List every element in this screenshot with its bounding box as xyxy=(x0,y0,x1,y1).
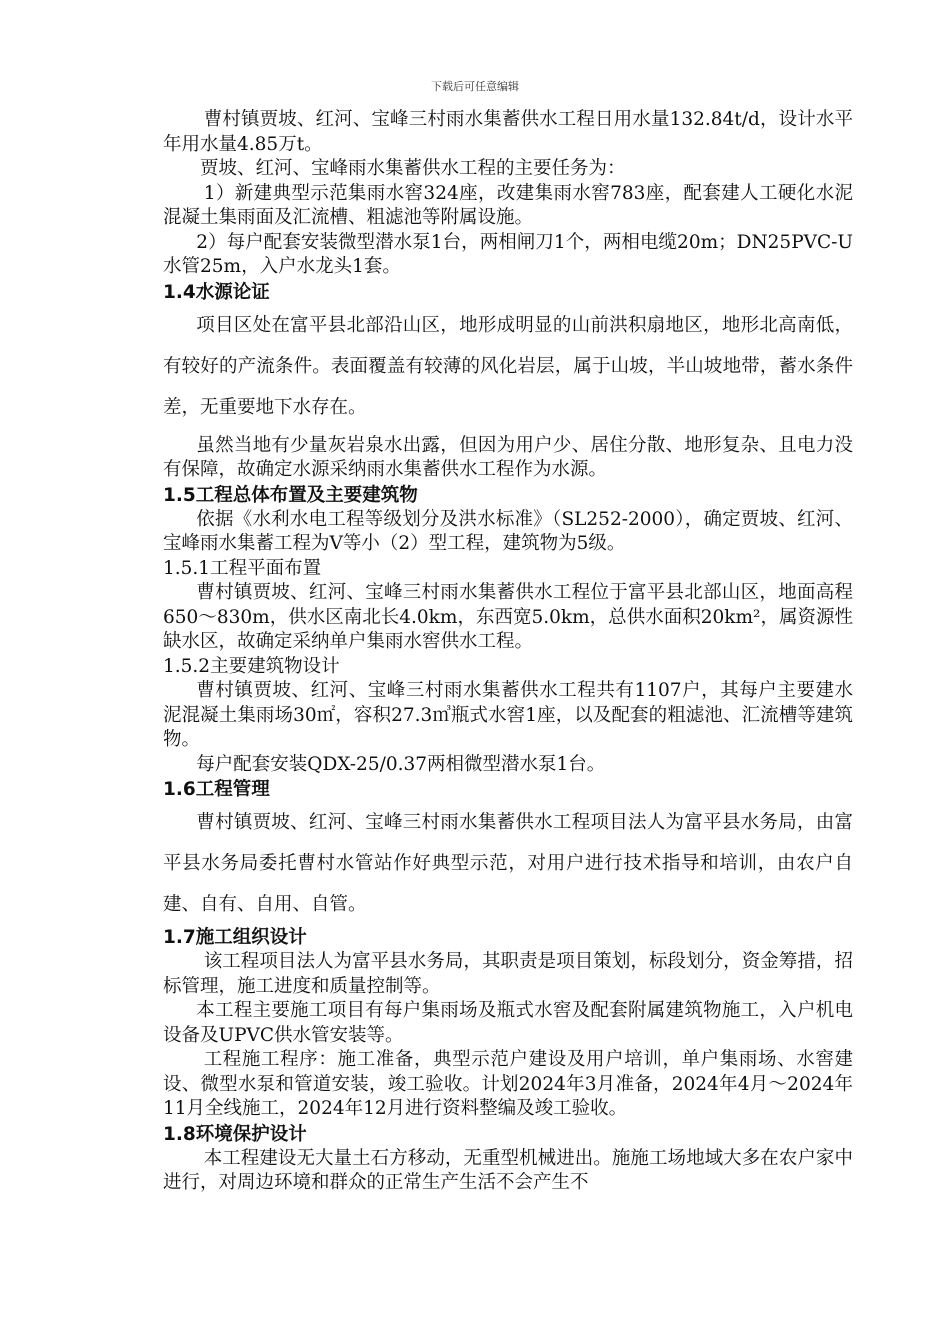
section-heading-environment: 1.8环境保护设计 xyxy=(163,1123,307,1145)
paragraph-engineering-grade: 依据《水利水电工程等级划分及洪水标准》（SL252-2000），确定贾坡、红河、宝峰雨水集蓄工程为Ⅴ等小（2）型工程，建筑物为5级。 xyxy=(163,508,853,554)
paragraph-main-tasks-intro: 贾坡、红河、宝峰雨水集蓄供水工程的主要任务为： xyxy=(200,158,626,179)
paragraph-water-source-terrain: 项目区处在富平县北部沿山区，地形成明显的山前洪积扇地区，地形北高南低，有较好的产流条件。表面覆盖有较薄的风化岩层，属于山坡，半山坡地带，蓄水条件差，无重要地下水存在。 xyxy=(163,314,853,418)
document-body xyxy=(163,108,853,1196)
subheading-plan-layout: 1.5.1工程平面布置 xyxy=(163,557,322,579)
paragraph-task-2: 2）每户配套安装微型潜水泵1台，两相闸刀1个，两相电缆20m；DN25PVC-U水管25m，入户水龙头1套。 xyxy=(163,231,853,277)
section-heading-management: 1.6工程管理 xyxy=(163,779,270,800)
paragraph-pump-installation: 每户配套安装QDX-25/0.37两相微型潜水泵1台。 xyxy=(196,753,606,775)
section-heading-construction: 1.7施工组织设计 xyxy=(163,927,307,948)
page-header: 下载后可任意编辑 xyxy=(431,80,519,93)
section-heading-layout: 1.5工程总体布置及主要建筑物 xyxy=(163,484,418,506)
subheading-building-design: 1.5.2主要建筑物设计 xyxy=(163,655,340,677)
paragraph-environment: 本工程建设无大量土石方移动，无重型机械进出。施施工场地域大多在农户家中进行，对周边环境和群众的正常生产生活不会产生不 xyxy=(163,1147,853,1193)
paragraph-management: 曹村镇贾坡、红河、宝峰三村雨水集蓄供水工程项目法人为富平县水务局，由富平县水务局委托曹村水管站作好典型示范，对用户进行技术指导和培训，由农户自建、自有、自用、自管。 xyxy=(163,812,853,915)
paragraph-plan-layout: 曹村镇贾坡、红河、宝峰三村雨水集蓄供水工程位于富平县北部山区，地面高程650～830m，供水区南北长4.0km，东西宽5.0km，总供水面积20km²，属资源性缺水区，故确定采纳单户集雨水窖供水工程。 xyxy=(163,582,853,652)
paragraph-project-legal-person: 该工程项目法人为富平县水务局，其职责是项目策划，标段划分，资金筹措，招标管理，施工进度和质量控制等。 xyxy=(163,951,853,997)
paragraph-building-design: 曹村镇贾坡、红河、宝峰三村雨水集蓄供水工程共有1107户，其每户主要建水泥混凝土集雨场30㎡，容积27.3㎥瓶式水窖1座，以及配套的粗滤池、汇流槽等建筑物。 xyxy=(163,680,853,750)
section-heading-water-source: 1.4水源论证 xyxy=(163,281,270,303)
paragraph-construction-schedule: 工程施工程序：施工准备，典型示范户建设及用户培训，单户集雨场、水窖建设、微型水泵和管道安装，竣工验收。计划2024年3月准备，2024年4月～2024年11月全线施工，2024年12月进行资料整编及竣工验收。 xyxy=(163,1049,853,1119)
paragraph-daily-water-use: 曹村镇贾坡、红河、宝峰三村雨水集蓄供水工程日用水量132.84t/d，设计水平年用水量4.85万t。 xyxy=(163,109,853,155)
paragraph-water-source-decision: 虽然当地有少量灰岩泉水出露，但因为用户少、居住分散、地形复杂、且电力没有保障，故确定水源采纳雨水集蓄供水工程作为水源。 xyxy=(163,434,853,480)
paragraph-construction-items: 本工程主要施工项目有每户集雨场及瓶式水窖及配套附属建筑物施工，入户机电设备及UPVC供水管安装等。 xyxy=(163,1000,853,1046)
paragraph-task-1: 1）新建典型示范集雨水窖324座，改建集雨水窖783座，配套建人工硬化水泥混凝土集雨面及汇流槽、粗滤池等附属设施。 xyxy=(163,182,853,228)
